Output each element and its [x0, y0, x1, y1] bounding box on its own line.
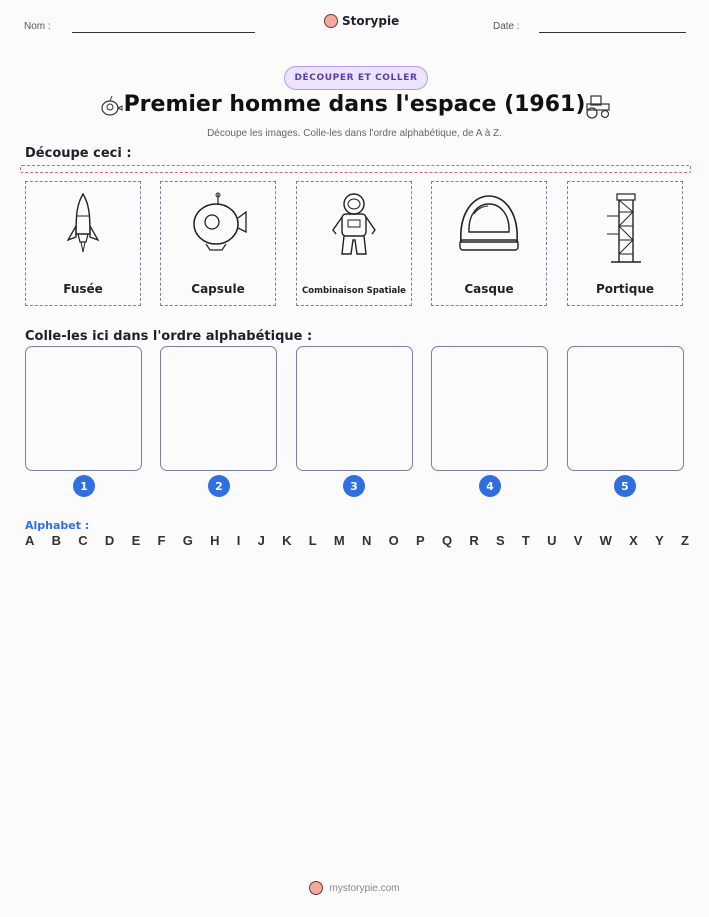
instructions-subtitle: Découpe les images. Colle-les dans l'ordre alphabétique, de A à Z. — [207, 128, 502, 139]
cut-card-capsule[interactable] — [160, 181, 276, 306]
card-label: Fusée — [63, 282, 103, 296]
alphabet-letter: A — [25, 533, 35, 548]
alphabet-letter: X — [629, 533, 638, 548]
alphabet-letter: V — [573, 533, 583, 548]
paste-box[interactable] — [296, 346, 413, 471]
alphabet-letter: E — [131, 533, 141, 548]
slot-number: 1 — [73, 475, 95, 497]
alphabet-letter: Z — [681, 533, 689, 548]
alphabet-letter: O — [388, 533, 399, 548]
cut-guide-line — [20, 165, 691, 173]
cut-card-helmet[interactable] — [431, 181, 547, 306]
spacesuit-icon — [327, 192, 381, 262]
slot-number: 2 — [208, 475, 230, 497]
alphabet-letter: D — [104, 533, 115, 548]
slot-number: 5 — [614, 475, 636, 497]
storypie-mascot-icon — [324, 14, 338, 28]
alphabet-letter: Q — [441, 533, 453, 548]
cut-section-heading: Découpe ceci : — [25, 146, 132, 161]
card-label: Capsule — [191, 282, 245, 296]
alphabet-row — [25, 533, 689, 548]
alphabet-letter: B — [51, 533, 62, 548]
alphabet-letter: G — [182, 533, 193, 548]
alphabet-letter: J — [257, 533, 265, 548]
alphabet-letter: M — [333, 533, 345, 548]
helmet-icon — [456, 192, 522, 256]
alphabet-label: Alphabet : — [25, 519, 90, 532]
card-label: Portique — [595, 282, 655, 296]
paste-box[interactable] — [567, 346, 684, 471]
alphabet-letter: N — [362, 533, 372, 548]
date-line[interactable] — [539, 32, 686, 33]
tractor-doodle-icon — [583, 92, 613, 120]
date-label: Date : — [493, 21, 520, 32]
footer — [0, 881, 709, 895]
cut-card-launch-tower[interactable] — [567, 181, 683, 306]
alphabet-letter: K — [282, 533, 292, 548]
slot-number: 4 — [479, 475, 501, 497]
storypie-logo — [324, 14, 399, 28]
alphabet-letter: F — [157, 533, 166, 548]
paste-box[interactable] — [431, 346, 548, 471]
slot-number: 3 — [343, 475, 365, 497]
paste-box[interactable] — [25, 346, 142, 471]
card-label: Combinaison Spatiale — [302, 286, 406, 296]
alphabet-letter: W — [599, 533, 612, 548]
alphabet-letter: P — [416, 533, 425, 548]
launch-tower-icon — [605, 192, 645, 264]
alphabet-letter: C — [78, 533, 88, 548]
capsule-icon — [188, 192, 248, 254]
name-label: Nom : — [24, 21, 51, 32]
paste-section-heading: Colle-les ici dans l'ordre alphabétique : — [25, 329, 313, 344]
footer-url[interactable]: mystorypie.com — [329, 882, 400, 894]
paste-box[interactable] — [160, 346, 277, 471]
name-line[interactable] — [72, 32, 255, 33]
alphabet-letter: I — [236, 533, 241, 548]
activity-badge: DÉCOUPER ET COLLER — [284, 66, 428, 90]
rocket-icon — [63, 192, 103, 256]
page-title: Premier homme dans l'espace (1961) — [123, 92, 586, 117]
alphabet-letter: T — [521, 533, 530, 548]
alphabet-letter: L — [308, 533, 317, 548]
cut-card-spacesuit[interactable] — [296, 181, 412, 306]
logo-text: Storypie — [342, 14, 400, 28]
card-label: Casque — [464, 282, 514, 296]
alphabet-letter: H — [210, 533, 220, 548]
alphabet-letter: Y — [655, 533, 664, 548]
cut-card-rocket[interactable] — [25, 181, 141, 306]
storypie-mascot-icon — [309, 881, 323, 895]
alphabet-letter: S — [495, 533, 505, 548]
alphabet-letter: U — [547, 533, 557, 548]
alphabet-letter: R — [469, 533, 479, 548]
